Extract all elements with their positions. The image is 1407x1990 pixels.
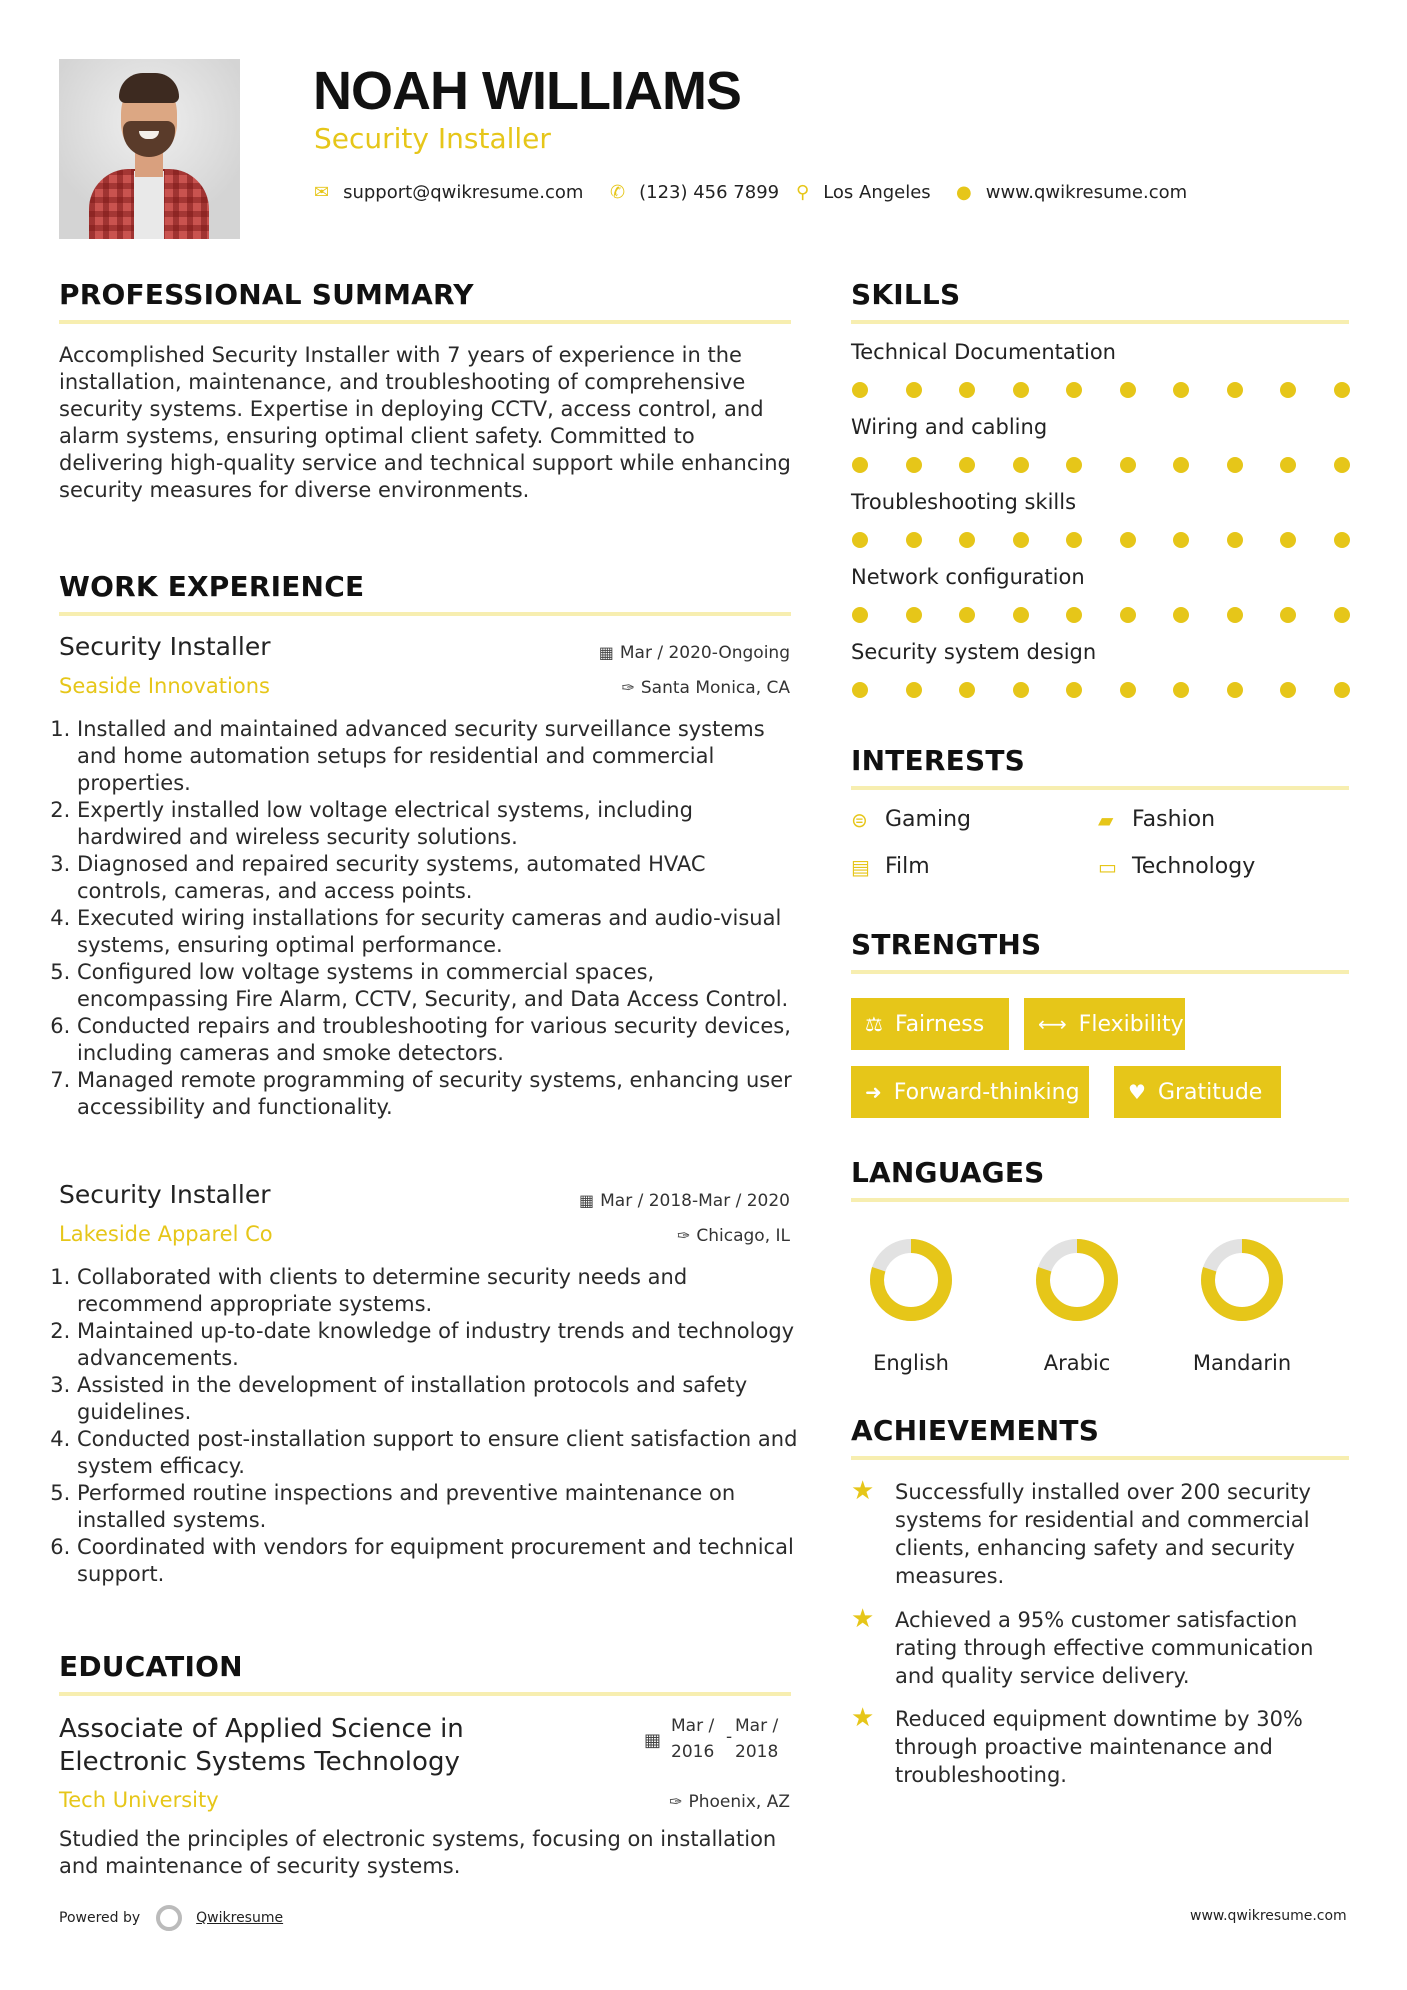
job-location [621,678,790,698]
job-dates-text: Mar / 2020-Ongoing [619,643,790,663]
candidate-name: NOAH WILLIAMS [313,61,741,121]
skill-label: Network configuration [851,565,1085,589]
skill-dot [1280,382,1296,398]
skill-dot [1120,682,1136,698]
job-location-text: Chicago, IL [696,1226,790,1246]
contact-website[interactable] [956,178,1187,206]
skill-dot [959,682,975,698]
skill-dot [906,457,922,473]
achievement-item [851,1705,1355,1789]
summary-divider [59,320,791,324]
skills-divider [851,320,1349,324]
footer-powered-by [59,1905,283,1931]
skill-dot [1227,532,1243,548]
language-ring [1034,1237,1120,1323]
achievements-heading: ACHIEVEMENTS [851,1414,1100,1447]
list-item: 5. Configured low voltage systems in commercial spaces, encompassing Fire Alarm, CCTV, Security, and Data Access Control. [77,959,797,1013]
skill-dot [1173,607,1189,623]
languages-heading: LANGUAGES [851,1156,1045,1189]
qwikresume-logo-icon [156,1905,182,1931]
pin-icon: ✑ [621,678,635,697]
language-label: Mandarin [1192,1351,1292,1375]
skill-dot [1334,457,1350,473]
skill-dot [1013,607,1029,623]
summary-heading: PROFESSIONAL SUMMARY [59,278,474,311]
gamepad-icon: ⊜ [851,807,868,832]
achievement-text: Reduced equipment downtime by 30% through proactive maintenance and troubleshooting. [895,1707,1303,1787]
phone-icon: ✆ [610,181,626,203]
globe-icon: ● [956,181,972,203]
interest-technology [1098,854,1255,879]
degree-line-2: Electronic Systems Technology [59,1747,460,1777]
list-item: 6. Coordinated with vendors for equipment procurement and technical support. [77,1534,812,1588]
job-company: Seaside Innovations [59,674,270,698]
job-location [677,1226,790,1246]
skill-dot [852,457,868,473]
skill-label: Troubleshooting skills [851,490,1077,514]
interest-label: Technology [1132,854,1256,879]
skill-dot [1120,607,1136,623]
skill-dot [1173,682,1189,698]
job-title: Security Installer [59,632,271,661]
phone-text: (123) 456 7899 [639,181,780,203]
interests-divider [851,786,1349,790]
job-duties-list [59,716,797,1121]
arrows-horizontal-icon: ⟷ [1038,1012,1067,1036]
email-text: support@qwikresume.com [343,181,584,203]
job-dates [579,1191,790,1211]
skill-rating [852,382,1350,398]
skill-dot [1334,532,1350,548]
skill-dot [1280,532,1296,548]
heart-icon: ♥ [1128,1080,1146,1104]
skill-dot [852,682,868,698]
skill-dot [906,382,922,398]
education-end-month: Mar / [735,1716,779,1736]
interest-fashion [1098,807,1215,832]
map-pin-icon: ⚲ [796,181,810,203]
brand-link[interactable]: Qwikresume [196,1910,284,1926]
work-divider [59,612,791,616]
skill-dot [1334,682,1350,698]
website-text: www.qwikresume.com [985,181,1188,203]
education-school: Tech University [59,1788,219,1812]
summary-text: Accomplished Security Installer with 7 years of experience in the installation, maintenance, and troubleshooting of comprehensive security systems. Expertise in deploying CCTV, access control, and alarm systems, ensuring optimal client safety. Committed to delivering high-quality service and technical support while enhancing security measures for diverse environments. [59,343,791,502]
skill-dot [1066,457,1082,473]
strength-label: Forward-thinking [893,1079,1080,1105]
skill-dot [1013,532,1029,548]
calendar-icon: ▦ [578,1191,595,1210]
laptop-icon: ▭ [1098,854,1117,879]
skill-dot [852,532,868,548]
achievement-text: Successfully installed over 200 security systems for residential and commercial clients, enhancing safety and security measures. [895,1480,1311,1588]
list-item: 5. Performed routine inspections and preventive maintenance on installed systems. [77,1480,812,1534]
skill-dot [1066,382,1082,398]
arrow-right-icon: ➜ [865,1080,882,1104]
list-item: 3. Assisted in the development of installation protocols and safety guidelines. [77,1372,812,1426]
language-ring [868,1237,954,1323]
education-location-text: Phoenix, AZ [688,1792,790,1812]
achievement-item [851,1478,1355,1590]
achievements-divider [851,1456,1349,1460]
job-dates [599,643,790,663]
skills-heading: SKILLS [851,278,961,311]
strengths-divider [851,970,1349,974]
skill-label: Security system design [851,640,1097,664]
interest-film [851,854,930,879]
strength-fairness [851,998,1009,1050]
list-item: 1. Installed and maintained advanced security surveillance systems and home automation setups for residential and commercial properties. [77,716,797,797]
pin-icon: ✑ [669,1792,683,1811]
list-item: 4. Conducted post-installation support to ensure client satisfaction and system efficacy. [77,1426,812,1480]
skill-dot [852,607,868,623]
skill-dot [1013,457,1029,473]
education-divider [59,1692,791,1696]
achievement-item [851,1606,1355,1690]
interest-label: Fashion [1132,807,1216,832]
skill-rating [852,457,1350,473]
skill-dot [1013,382,1029,398]
film-icon: ▤ [851,854,870,879]
job-location-text: Santa Monica, CA [640,678,790,698]
envelope-icon: ✉ [314,181,330,203]
pin-icon: ✑ [676,1226,691,1245]
job-title: Security Installer [59,1180,271,1209]
skill-dot [906,532,922,548]
profile-photo [59,59,240,239]
job-dates-text: Mar / 2018-Mar / 2020 [600,1191,790,1211]
skill-dot [1120,532,1136,548]
education-start-month: Mar / [671,1716,715,1736]
skill-rating [852,607,1350,623]
list-item: 7. Managed remote programming of security systems, enhancing user accessibility and functionality. [77,1067,797,1121]
languages-divider [851,1198,1349,1202]
star-icon: ★ [851,1476,875,1506]
interests-heading: INTERESTS [851,744,1025,777]
skill-dot [1173,457,1189,473]
skill-dot [1066,532,1082,548]
skill-dot [1173,532,1189,548]
skill-dot [1227,457,1243,473]
calendar-icon: ▦ [644,1730,662,1751]
skill-dot [1013,682,1029,698]
skill-dot [1120,382,1136,398]
powered-by-label: Powered by [59,1910,141,1926]
star-icon: ★ [851,1703,875,1733]
strength-label: Flexibility [1078,1011,1184,1037]
skill-dot [1173,382,1189,398]
skill-dot [1066,682,1082,698]
location-text: Los Angeles [823,181,931,203]
skill-dot [959,607,975,623]
strength-label: Gratitude [1157,1079,1263,1105]
contact-email[interactable] [314,178,583,206]
shopping-bag-icon: ▰ [1098,807,1114,832]
skill-dot [1227,682,1243,698]
work-heading: WORK EXPERIENCE [59,570,365,603]
skill-dot [959,532,975,548]
list-item: 4. Executed wiring installations for security cameras and audio-visual systems, ensuring optimal performance. [77,905,797,959]
strength-forward-thinking [851,1066,1089,1118]
education-date-separator: - [726,1727,733,1747]
skill-rating [852,532,1350,548]
language-label: Arabic [1043,1351,1111,1375]
list-item: 2. Expertly installed low voltage electrical systems, including hardwired and wireless security solutions. [77,797,797,851]
skill-label: Wiring and cabling [851,415,1048,439]
contact-location [796,178,931,206]
education-description: Studied the principles of electronic systems, focusing on installation and maintenance of security systems. [59,1827,777,1878]
skill-rating [852,682,1350,698]
strengths-heading: STRENGTHS [851,928,1042,961]
skill-dot [906,607,922,623]
skill-label: Technical Documentation [851,340,1116,364]
skill-dot [1334,607,1350,623]
list-item: 3. Diagnosed and repaired security systems, automated HVAC controls, cameras, and access points. [77,851,797,905]
education-heading: EDUCATION [59,1650,243,1683]
skill-dot [1120,457,1136,473]
balance-scale-icon: ⚖ [865,1012,883,1036]
education-location [669,1792,790,1812]
job-company: Lakeside Apparel Co [59,1222,273,1246]
achievement-text: Achieved a 95% customer satisfaction rating through effective communication and quality service delivery. [895,1608,1314,1688]
calendar-icon: ▦ [598,643,614,662]
interest-label: Film [885,854,930,879]
skill-dot [959,382,975,398]
skill-dot [906,682,922,698]
footer-url[interactable]: www.qwikresume.com [1190,1908,1347,1924]
list-item: 1. Collaborated with clients to determine security needs and recommend appropriate systems. [77,1264,812,1318]
interest-label: Gaming [885,807,971,832]
star-icon: ★ [851,1604,875,1634]
degree-line-1: Associate of Applied Science in [59,1714,464,1744]
skill-dot [1227,607,1243,623]
candidate-title: Security Installer [314,122,551,155]
list-item: 6. Conducted repairs and troubleshooting for various security devices, including cameras and smoke detectors. [77,1013,797,1067]
language-ring [1199,1237,1285,1323]
skill-dot [1280,457,1296,473]
skill-dot [1334,382,1350,398]
job-duties-list [59,1264,812,1588]
skill-dot [959,457,975,473]
strength-flexibility [1024,998,1185,1050]
education-end-year: 2018 [735,1742,779,1762]
interest-gaming [851,807,971,832]
skill-dot [1280,607,1296,623]
strength-label: Fairness [894,1011,985,1037]
contact-phone[interactable] [610,178,779,206]
skill-dot [852,382,868,398]
list-item: 2. Maintained up-to-date knowledge of industry trends and technology advancements. [77,1318,812,1372]
skill-dot [1227,382,1243,398]
skill-dot [1280,682,1296,698]
strength-gratitude [1114,1066,1281,1118]
language-label: English [873,1351,949,1375]
skill-dot [1066,607,1082,623]
education-start-year: 2016 [671,1742,715,1762]
